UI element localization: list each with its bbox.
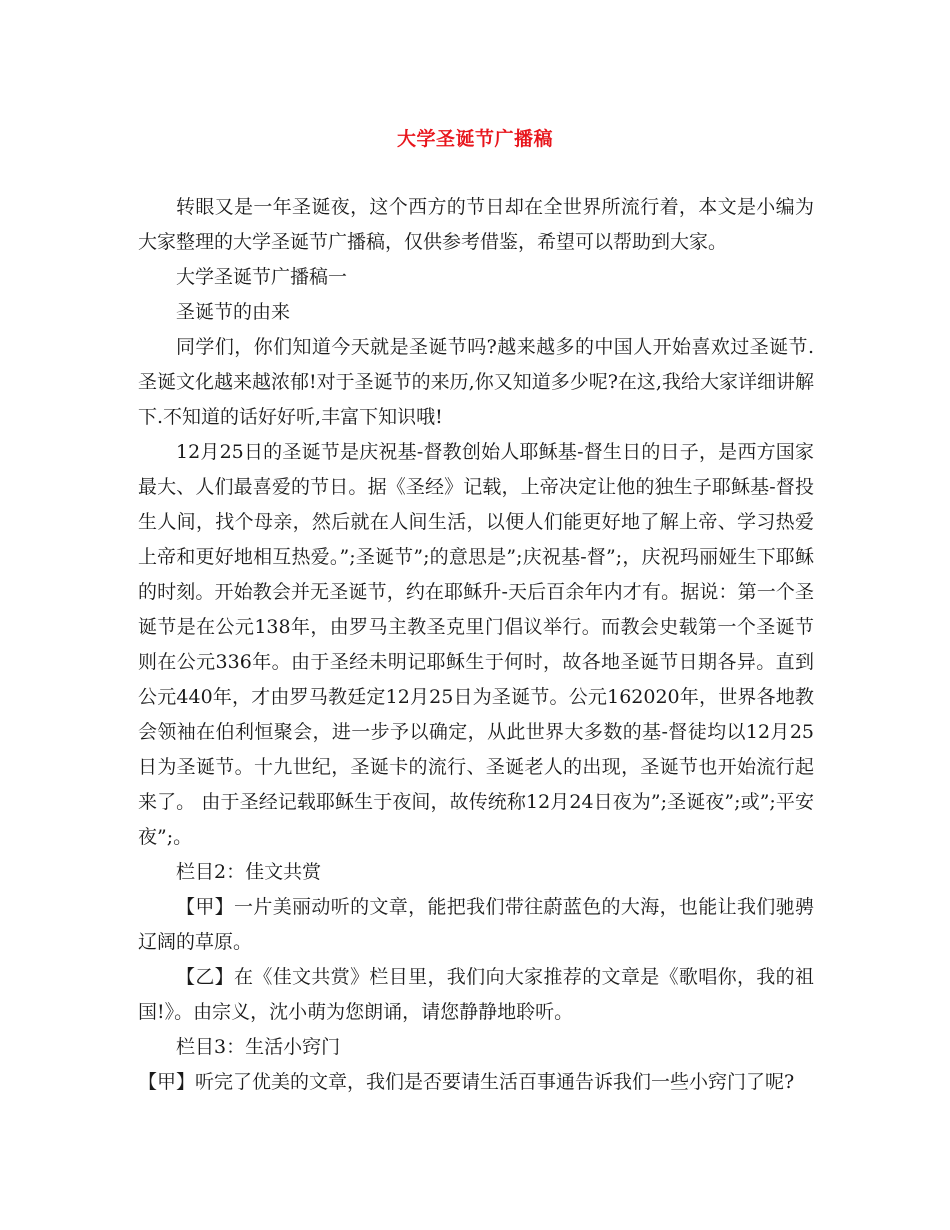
dialogue-paragraph: 【甲】一片美丽动听的文章，能把我们带往蔚蓝色的大海，也能让我们驰骋辽阔的草原。: [138, 896, 814, 953]
dialogue-paragraph: 【乙】在《佳文共赏》栏目里，我们向大家推荐的文章是《歌唱你，我的祖国!》。由宗义，沈小萌为您朗诵，请您静静地聆听。: [138, 966, 814, 1023]
column-heading: 栏目2：佳文共赏: [176, 861, 322, 883]
section-heading: 大学圣诞节广播稿一: [176, 266, 348, 288]
column-heading: 栏目3：生活小窍门: [176, 1036, 341, 1058]
document-body: [138, 190, 814, 1100]
dialogue-paragraph: 【甲】听完了优美的文章，我们是否要请生活百事通告诉我们一些小窍门了呢?: [138, 1071, 795, 1093]
body-paragraph: 同学们，你们知道今天就是圣诞节吗?越来越多的中国人开始喜欢过圣诞节.圣诞文化越来越浓郁!对于圣诞节的来历,你又知道多少呢?在这,我给大家详细讲解下.不知道的话好好听,丰富下知识哦!: [138, 336, 814, 428]
subsection-heading: 圣诞节的由来: [176, 301, 291, 323]
intro-paragraph: 转眼又是一年圣诞夜，这个西方的节日却在全世界所流行着，本文是小编为大家整理的大学圣诞节广播稿，仅供参考借鉴，希望可以帮助到大家。: [138, 196, 814, 253]
document-title: 大学圣诞节广播稿: [396, 128, 553, 150]
body-paragraph: 12月25日的圣诞节是庆祝基-督教创始人耶稣基-督生日的日子，是西方国家最大、人们最喜爱的节日。据《圣经》记载，上帝决定让他的独生子耶稣基-督投生人间，找个母亲，然后就在人间生活，以便人们能更好地了解上帝、学习热爱上帝和更好地相互热爱。”;圣诞节”;的意思是”;庆祝基-督”;，庆祝玛丽娅生下耶稣的时刻。开始教会并无圣诞节，约在耶稣升-天后百余年内才有。据说：第一个圣诞节是在公元138年，由罗马主教圣克里门倡议举行。而教会史载第一个圣诞节则在公元336年。由于圣经未明记耶稣生于何时，故各地圣诞节日期各异。直到公元440年，才由罗马教廷定12月25日为圣诞节。公元162020年，世界各地教会领袖在伯利恒聚会，进一步予以确定，从此世界大多数的基-督徒均以12月25日为圣诞节。十九世纪，圣诞卡的流行、圣诞老人的出现，圣诞节也开始流行起来了。 由于圣经记载耶稣生于夜间，故传统称12月24日夜为”;圣诞夜”;或”;平安夜”;。: [138, 441, 814, 848]
